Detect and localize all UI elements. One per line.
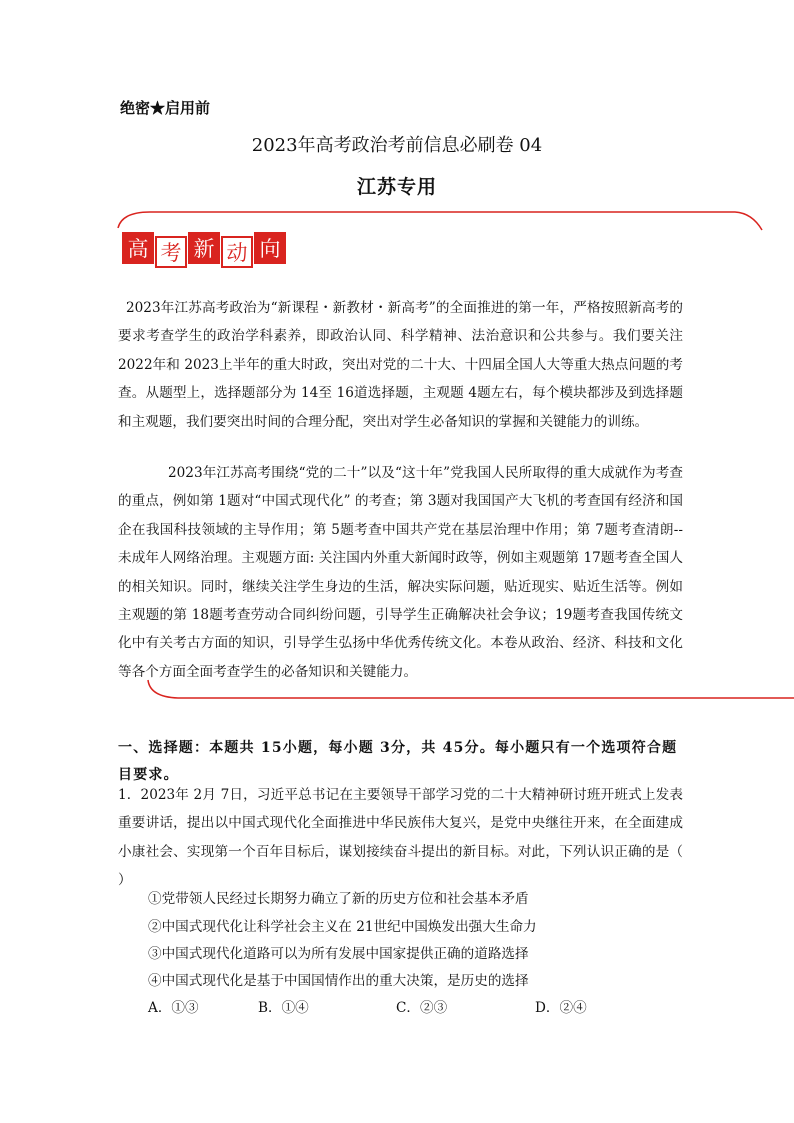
badge-char: 新	[188, 232, 220, 264]
section-heading: 一、选择题：本题共 15小题，每小题 3分，共 45分。每小题只有一个选项符合题目要求。	[118, 740, 678, 783]
new-trend-badge	[122, 232, 286, 264]
badge-char: 动	[221, 236, 253, 268]
exam-subtitle: 江苏专用	[356, 176, 437, 198]
intro-paragraph-1: 2023年江苏高考政治为“新课程・新教材・新高考”的全面推进的第一年，严格按照新高考的要求考查学生的政治学科素养，即政治认同、科学精神、法治意识和公共参与。我们要关注 2022年和 2023上半年的重大时政，突出对党的二十大、十四届全国人大等重大热点问题的考查。从题型上，选择题部分为 14至 16道选择题，主观题 4题左右，每个模块都涉及到选择题和主观题，我们要突出时间的合理分配，突出对学生必备知识的掌握和关键能力的训练。	[118, 300, 683, 430]
badge-char: 高	[122, 232, 154, 264]
badge-char: 向	[254, 232, 286, 264]
question-1-option: ①党带领人民经过长期努力确立了新的历史方位和社会基本矛盾	[148, 891, 529, 907]
exam-title: 2023年高考政治考前信息必刷卷 04	[251, 135, 543, 156]
question-1-choices	[148, 996, 708, 1022]
question-1-option: ③中国式现代化道路可以为所有发展中国家提供正确的道路选择	[148, 946, 529, 962]
choice-a[interactable]: A．①③	[148, 1000, 199, 1016]
choice-c[interactable]: C．②③	[396, 1000, 448, 1016]
question-1-stem: 1．2023年 2月 7日，习近平总书记在主要领导干部学习党的二十大精神研讨班开班式上发表重要讲话，提出以中国式现代化全面推进中华民族伟大复兴，是党中央继往开来，在全面建成小康社会、实现第一个百年目标后，谋划接续奋斗提出的新目标。对此，下列认识正确的是（ ）	[118, 787, 683, 889]
choice-b[interactable]: B．①④	[258, 1000, 309, 1016]
confidential-label: 绝密★启用前	[120, 99, 211, 117]
question-1-option: ④中国式现代化是基于中国国情作出的重大决策，是历史的选择	[148, 973, 529, 989]
question-1-option: ②中国式现代化让科学社会主义在 21世纪中国焕发出强大生命力	[148, 919, 537, 935]
choice-d[interactable]: D．②④	[535, 1000, 587, 1016]
badge-char: 考	[155, 236, 187, 268]
intro-paragraph-2: 2023年江苏高考围绕“党的二十”以及“这十年”党我国人民所取得的重大成就作为考查的重点，例如第 1题对“中国式现代化” 的考查；第 3题对我国国产大飞机的考查国有经济和国企在我国科技领域的主导作用；第 5题考查中国共产党在基层治理中作用；第 7题考查清朗--未成年人网络治理。主观题方面: 关注国内外重大新闻时政等，例如主观题第 17题考查全国人的相关知识。同时，继续关注学生身边的生活，解决实际问题，贴近现实、贴近生活等。例如主观题的第 18题考查劳动合同纠纷问题，引导学生正确解决社会争议；19题考查我国传统文化中有关考古方面的知识，引导学生弘扬中华优秀传统文化。本卷从政治、经济、科技和文化等各个方面全面考查学生的必备知识和关键能力。	[118, 465, 683, 680]
